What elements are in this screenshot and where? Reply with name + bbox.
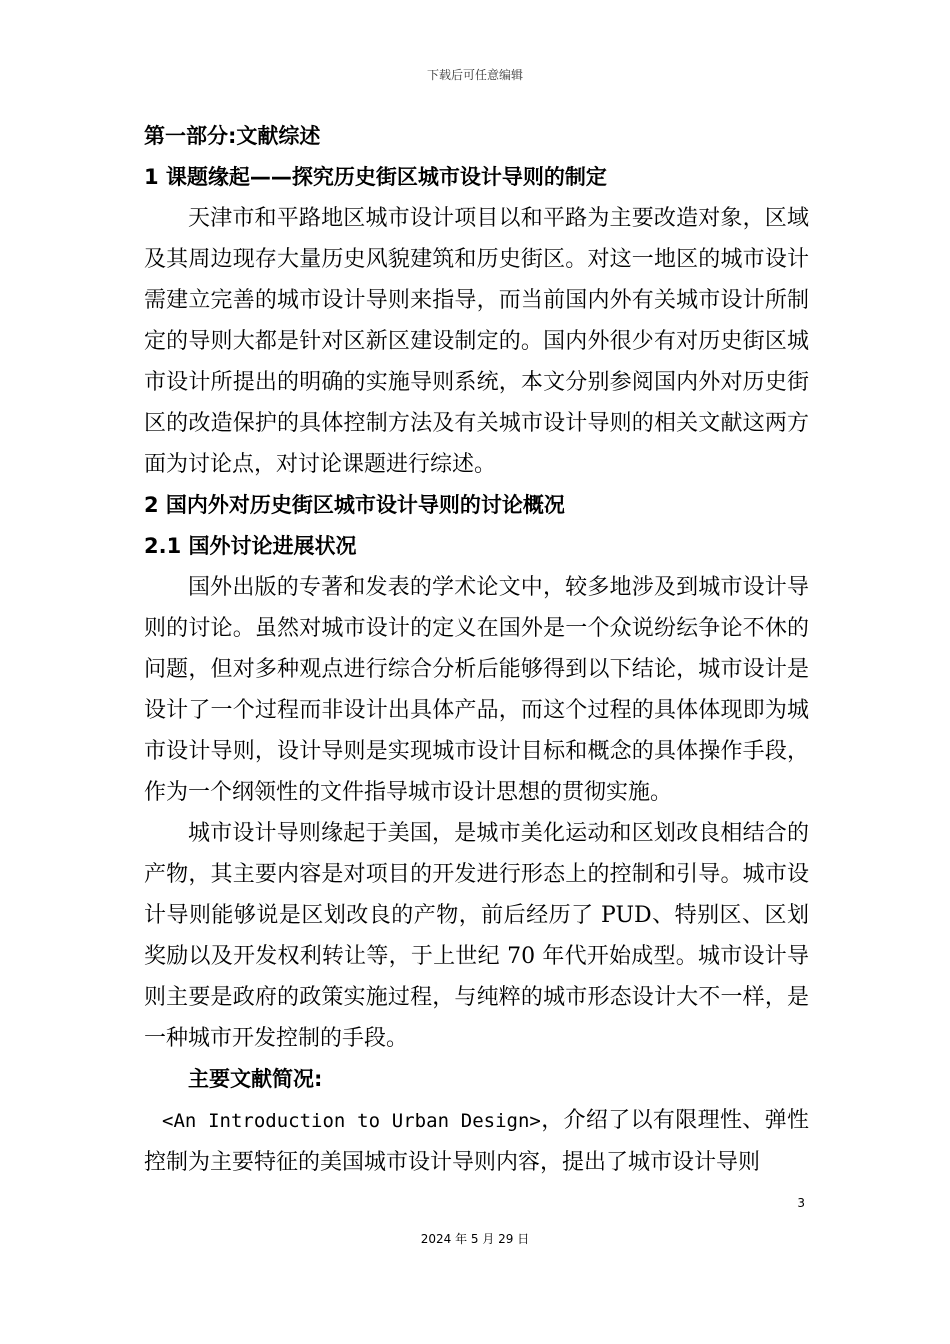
footer-date: 2024 年 5 月 29 日 (420, 1232, 530, 1246)
section-heading-2: 2 国内外对历史街区城市设计导则的讨论概况 (144, 493, 565, 517)
section-heading-part1: 第一部分:文献综述 (144, 124, 321, 148)
paragraph-4 (144, 1100, 809, 1183)
paragraph-3: 城市设计导则缘起于美国，是城市美化运动和区划改良相结合的产物，其主要内容是对项目的开发进行形态上的控制和引导。城市设计导则能够说是区划改良的产物，前后经历了 PUD、特别区、区划奖励以及开发权利转让等，于上世纪 70 年代开始成型。城市设计导则主要是政府的政策实施过程，与纯粹的城市形态设计大不一样，是一种城市开发控制的手段。 (144, 821, 809, 1051)
literature-heading: 主要文献简况: (188, 1067, 323, 1091)
paragraph-1: 天津市和平路地区城市设计项目以和平路为主要改造对象，区域及其周边现存大量历史风貌建筑和历史街区。对这一地区的城市设计需建立完善的城市设计导则来指导，而当前国内外有关城市设计所制定的导则大都是针对区新区建设制定的。国内外很少有对历史街区城市设计所提出的明确的实施导则系统，本文分别参阅国内外对历史街区的改造保护的具体控制方法及有关城市设计导则的相关文献这两方面为讨论点，对讨论课题进行综述。 (144, 206, 809, 477)
paragraph-4-text: ，介绍了以有限理性、弹性控制为主要特征的美国城市设计导则内容，提出了城市设计导则 (144, 1108, 809, 1175)
page-header: 下载后可任意编辑 (426, 68, 523, 82)
book-title: <An Introduction to Urban Design> (162, 1110, 541, 1132)
document-body (144, 116, 809, 1183)
paragraph-2: 国外出版的专著和发表的学术论文中，较多地涉及到城市设计导则的讨论。虽然对城市设计的定义在国外是一个众说纷纭争论不休的问题，但对多种观点进行综合分析后能够得到以下结论，城市设计是设计了一个过程而非设计出具体产品，而这个过程的具体体现即为城市设计导则，设计导则是实现城市设计目标和概念的具体操作手段，作为一个纲领性的文件指导城市设计思想的贯彻实施。 (144, 575, 809, 805)
section-heading-1: 1 课题缘起——探究历史街区城市设计导则的制定 (144, 165, 607, 189)
page-number: 3 (797, 1196, 805, 1210)
section-heading-2-1: 2.1 国外讨论进展状况 (144, 534, 357, 558)
